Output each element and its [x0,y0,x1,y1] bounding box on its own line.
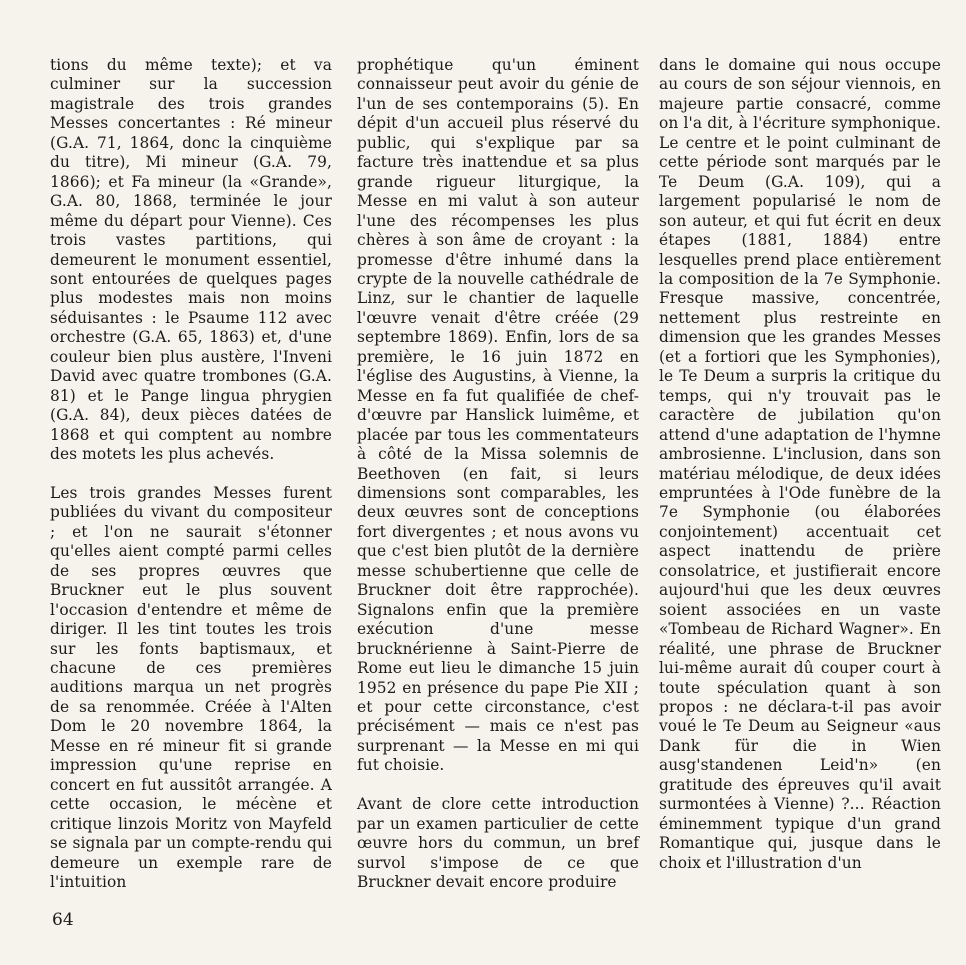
paragraph: Avant de clore cette introduction par un examen particulier de cette œuvre hors du commun, un bref survol s'impose de ce que Bruckner devait encore produire [357,795,639,891]
paragraph: Les trois grandes Messes furent publiées du vivant du compositeur ; et l'on ne saurait s'étonner qu'elles aient compté parmi celles de ses propres œuvres que Bruckner eut le plus souvent l'occasion d'entendre et même de diriger. Il les tint toutes les trois sur les fonts baptismaux, et chacune de ces premières auditions marqua un net progrès de sa renommée. Créée à l'Alten Dom le 20 novembre 1864, la Messe en ré mineur fit si grande impression qu'une reprise en concert en fut aussitôt arrangée. A cette occasion, le mécène et critique linzois Moritz von Mayfeld se signala par un compte-rendu qui demeure un exemple rare de l'intuition [50,483,332,891]
paragraph: prophétique qu'un éminent connaisseur peut avoir du génie de l'un de ses contemporains (5). En dépit d'un accueil plus réservé du public, qui s'explique par sa facture très inattendue et sa plus grande rigueur liturgique, la Messe en mi valut à son auteur l'une des récompenses les plus chères à son âme de croyant : la promesse d'être inhumé dans la crypte de la nouvelle cathédrale de Linz, sur le chantier de laquelle l'œuvre venait d'être créée (29 septembre 1869). Enfin, lors de sa première, le 16 juin 1872 en l'église des Augustins, à Vienne, la Messe en fa fut qualifiée de chef-d'œuvre par Hanslick luimême, et placée par tous les commentateurs à côté de la Missa solemnis de Beethoven (en fait, si leurs dimensions sont comparables, les deux œuvres sont de conceptions fort divergentes ; et nous avons vu que c'est bien plutôt de la dernière messe schubertienne que celle de Bruckner doit être rapprochée). Signalons enfin que la première exécution d'une messe brucknérienne à Saint-Pierre de Rome eut lieu le dimanche 15 juin 1952 en présence du pape Pie XII ; et pour cette circonstance, c'est précisément — mais ce n'est pas surprenant — la Messe en mi qui fut choisie. [357,56,639,775]
paragraph: tions du même texte); et va culminer sur la succession magistrale des trois grandes Messes concertantes : Ré mineur (G.A. 71, 1864, donc la cinquième du titre), Mi mineur (G.A. 79, 1866); et Fa mineur (la «Grande», G.A. 80, 1868, terminée le jour même du départ pour Vienne). Ces trois vastes partitions, qui demeurent le monument essentiel, sont entourées de quelques pages plus modestes mais non moins séduisantes : le Psaume 112 avec orchestre (G.A. 65, 1863) et, d'une couleur bien plus austère, l'Inveni David avec quatre trombones (G.A. 81) et le Pange lingua phrygien (G.A. 84), deux pièces datées de 1868 et qui comptent au nombre des motets les plus achevés. [50,56,332,464]
paragraph: dans le domaine qui nous occupe au cours de son séjour viennois, en majeure partie consacré, comme on l'a dit, à l'écriture symphonique. Le centre et le point culminant de cette période sont marqués par le Te Deum (G.A. 109), qui a largement popularisé le nom de son auteur, et qui fut écrit en deux étapes (1881, 1884) entre lesquelles prend place entièrement la composition de la 7e Symphonie. Fresque massive, concentrée, nettement plus restreinte en dimension que les grandes Messes (et a fortiori que les Symphonies), le Te Deum a surpris la critique du temps, qui n'y trouvait pas le caractère de jubilation qu'on attend d'une adaptation de l'hymne ambrosienne. L'inclusion, dans son matériau mélodique, de deux idées empruntées à l'Ode funèbre de la 7e Symphonie (ou élaborées conjointement) accentuait cet aspect inattendu de prière consolatrice, et justifierait encore aujourd'hui que les deux œuvres soient associées en un vaste «Tombeau de Richard Wagner». En réalité, une phrase de Bruckner lui-même aurait dû couper court à toute spéculation quant à son propos : ne déclara-t-il pas avoir voué le Te Deum au Seigneur «aus Dank für die in Wien ausg'standenen Leid'n» (en gratitude des épreuves qu'il avait surmontées à Vienne) ?... Réaction éminemment typique d'un grand Romantique qui, jusque dans le choix et l'illustration d'un [659,56,941,872]
text-column-1 [50,56,332,912]
text-column-2 [357,56,639,912]
page-number: 64 [52,910,74,930]
text-column-3 [659,56,941,892]
